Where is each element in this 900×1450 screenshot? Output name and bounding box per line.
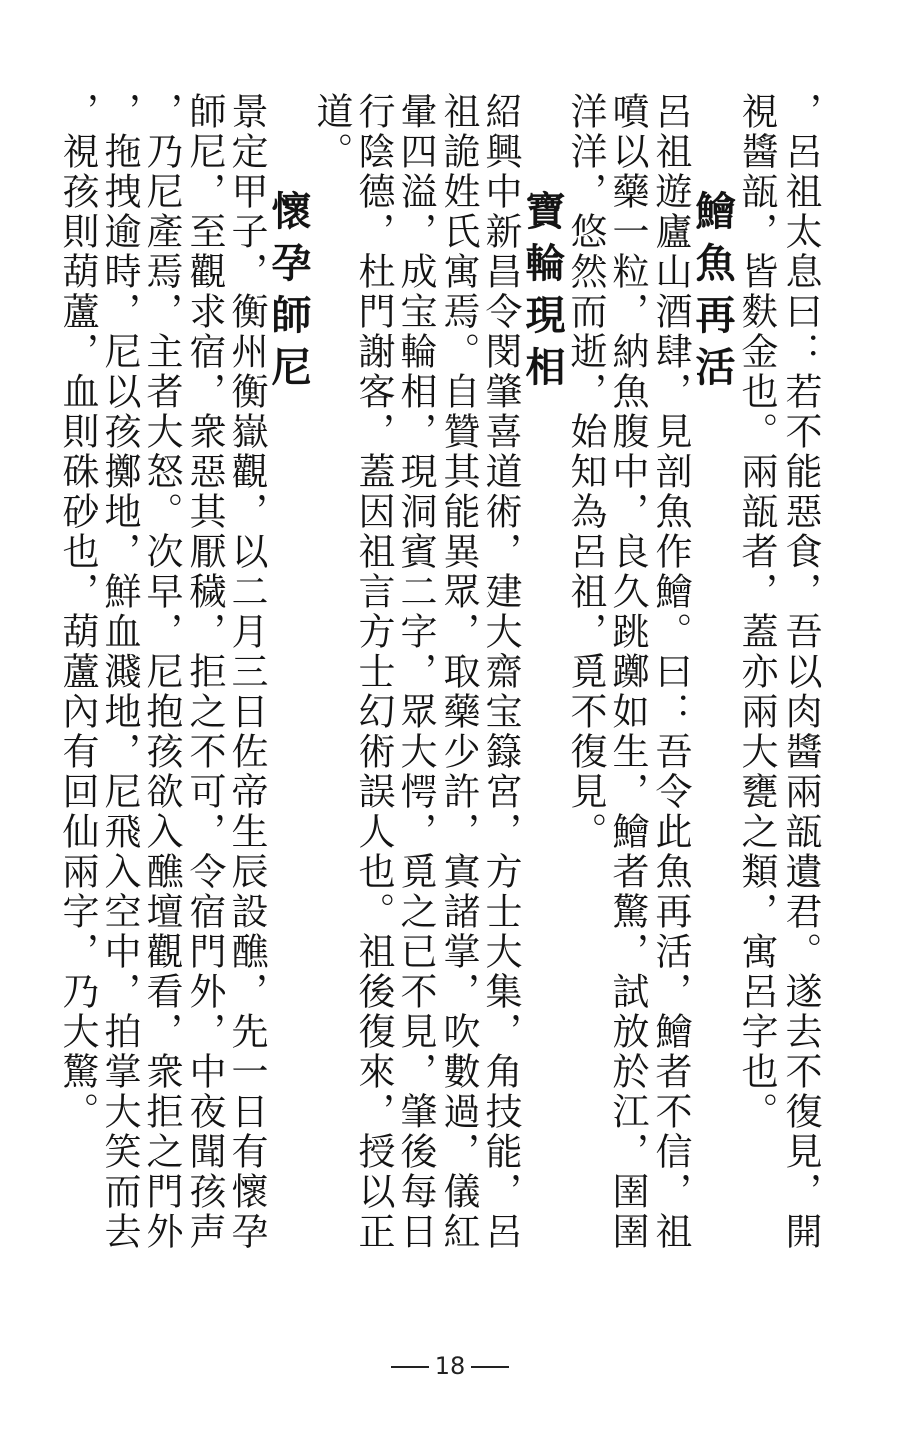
text-column-17: ，拖拽逾時，尼以孩擲地，鮮血濺地，尼飛入空中，拍掌大笑而去	[98, 92, 141, 1252]
page-number-dash-left	[391, 1366, 429, 1368]
text-column-14: 景定甲子，衡州衡嶽觀，以二月三日佐帝生辰設醮，先一日有懷孕	[225, 92, 268, 1252]
page-number-dash-right	[471, 1366, 509, 1368]
page-number	[0, 1352, 900, 1380]
text-column-6: 洋洋，悠然而逝，始知為呂祖，覓不復見。	[564, 92, 607, 852]
text-column-12: 道。	[310, 92, 353, 172]
text-column-10: 暈四溢，成宝輪相，現洞賓二字，眾大愕，覓之已不見，肇後每日	[394, 92, 437, 1252]
text-column-9: 祖詭姓氏寓焉。自贊其能異眾，取藥少許，寘諸掌，吹數過，儀紅	[437, 92, 480, 1252]
section-heading-wheel: 寶輪現相	[519, 190, 566, 398]
text-column-11: 行陰德，杜門謝客，蓋因祖言方士幻術誤人也。祖後復來，授以正	[352, 92, 395, 1252]
text-column-18: ，視孩則葫蘆，血則硃砂也，葫蘆內有回仙兩字，乃大驚。	[56, 92, 99, 1132]
text-column-15: 師尼，至觀求宿，衆惡其厭穢，拒之不可，令宿門外，中夜聞孩声	[183, 92, 226, 1252]
text-column-8: 紹興中新昌令閔肇喜道術，建大齋宝籙宮，方士大集，角技能，呂	[479, 92, 522, 1252]
text-column-16: ，乃尼產焉，主者大怒。次早，尼抱孩欲入醮壇觀看，衆拒之門外	[140, 92, 183, 1252]
section-heading-fish: 鱠魚再活	[689, 190, 736, 398]
text-column-5: 噴以藥一粒，納魚腹中，良久跳躑如生，鱠者驚，試放於江，圉圉	[606, 92, 649, 1252]
section-heading-nun: 懷孕師尼	[265, 190, 312, 398]
text-column-2: 視醬瓿，皆麩金也。兩瓿者，蓋亦兩大甕之類，寓呂字也。	[735, 92, 778, 1132]
page-number-value: 18	[434, 1352, 466, 1380]
text-column-1: ，呂祖太息曰：若不能惡食，吾以肉醬兩瓿遺君。遂去不復見，開	[779, 92, 822, 1252]
text-column-4: 呂祖遊廬山酒肆，見剖魚作鱠。曰：吾令此魚再活，鱠者不信，祖	[649, 92, 692, 1252]
